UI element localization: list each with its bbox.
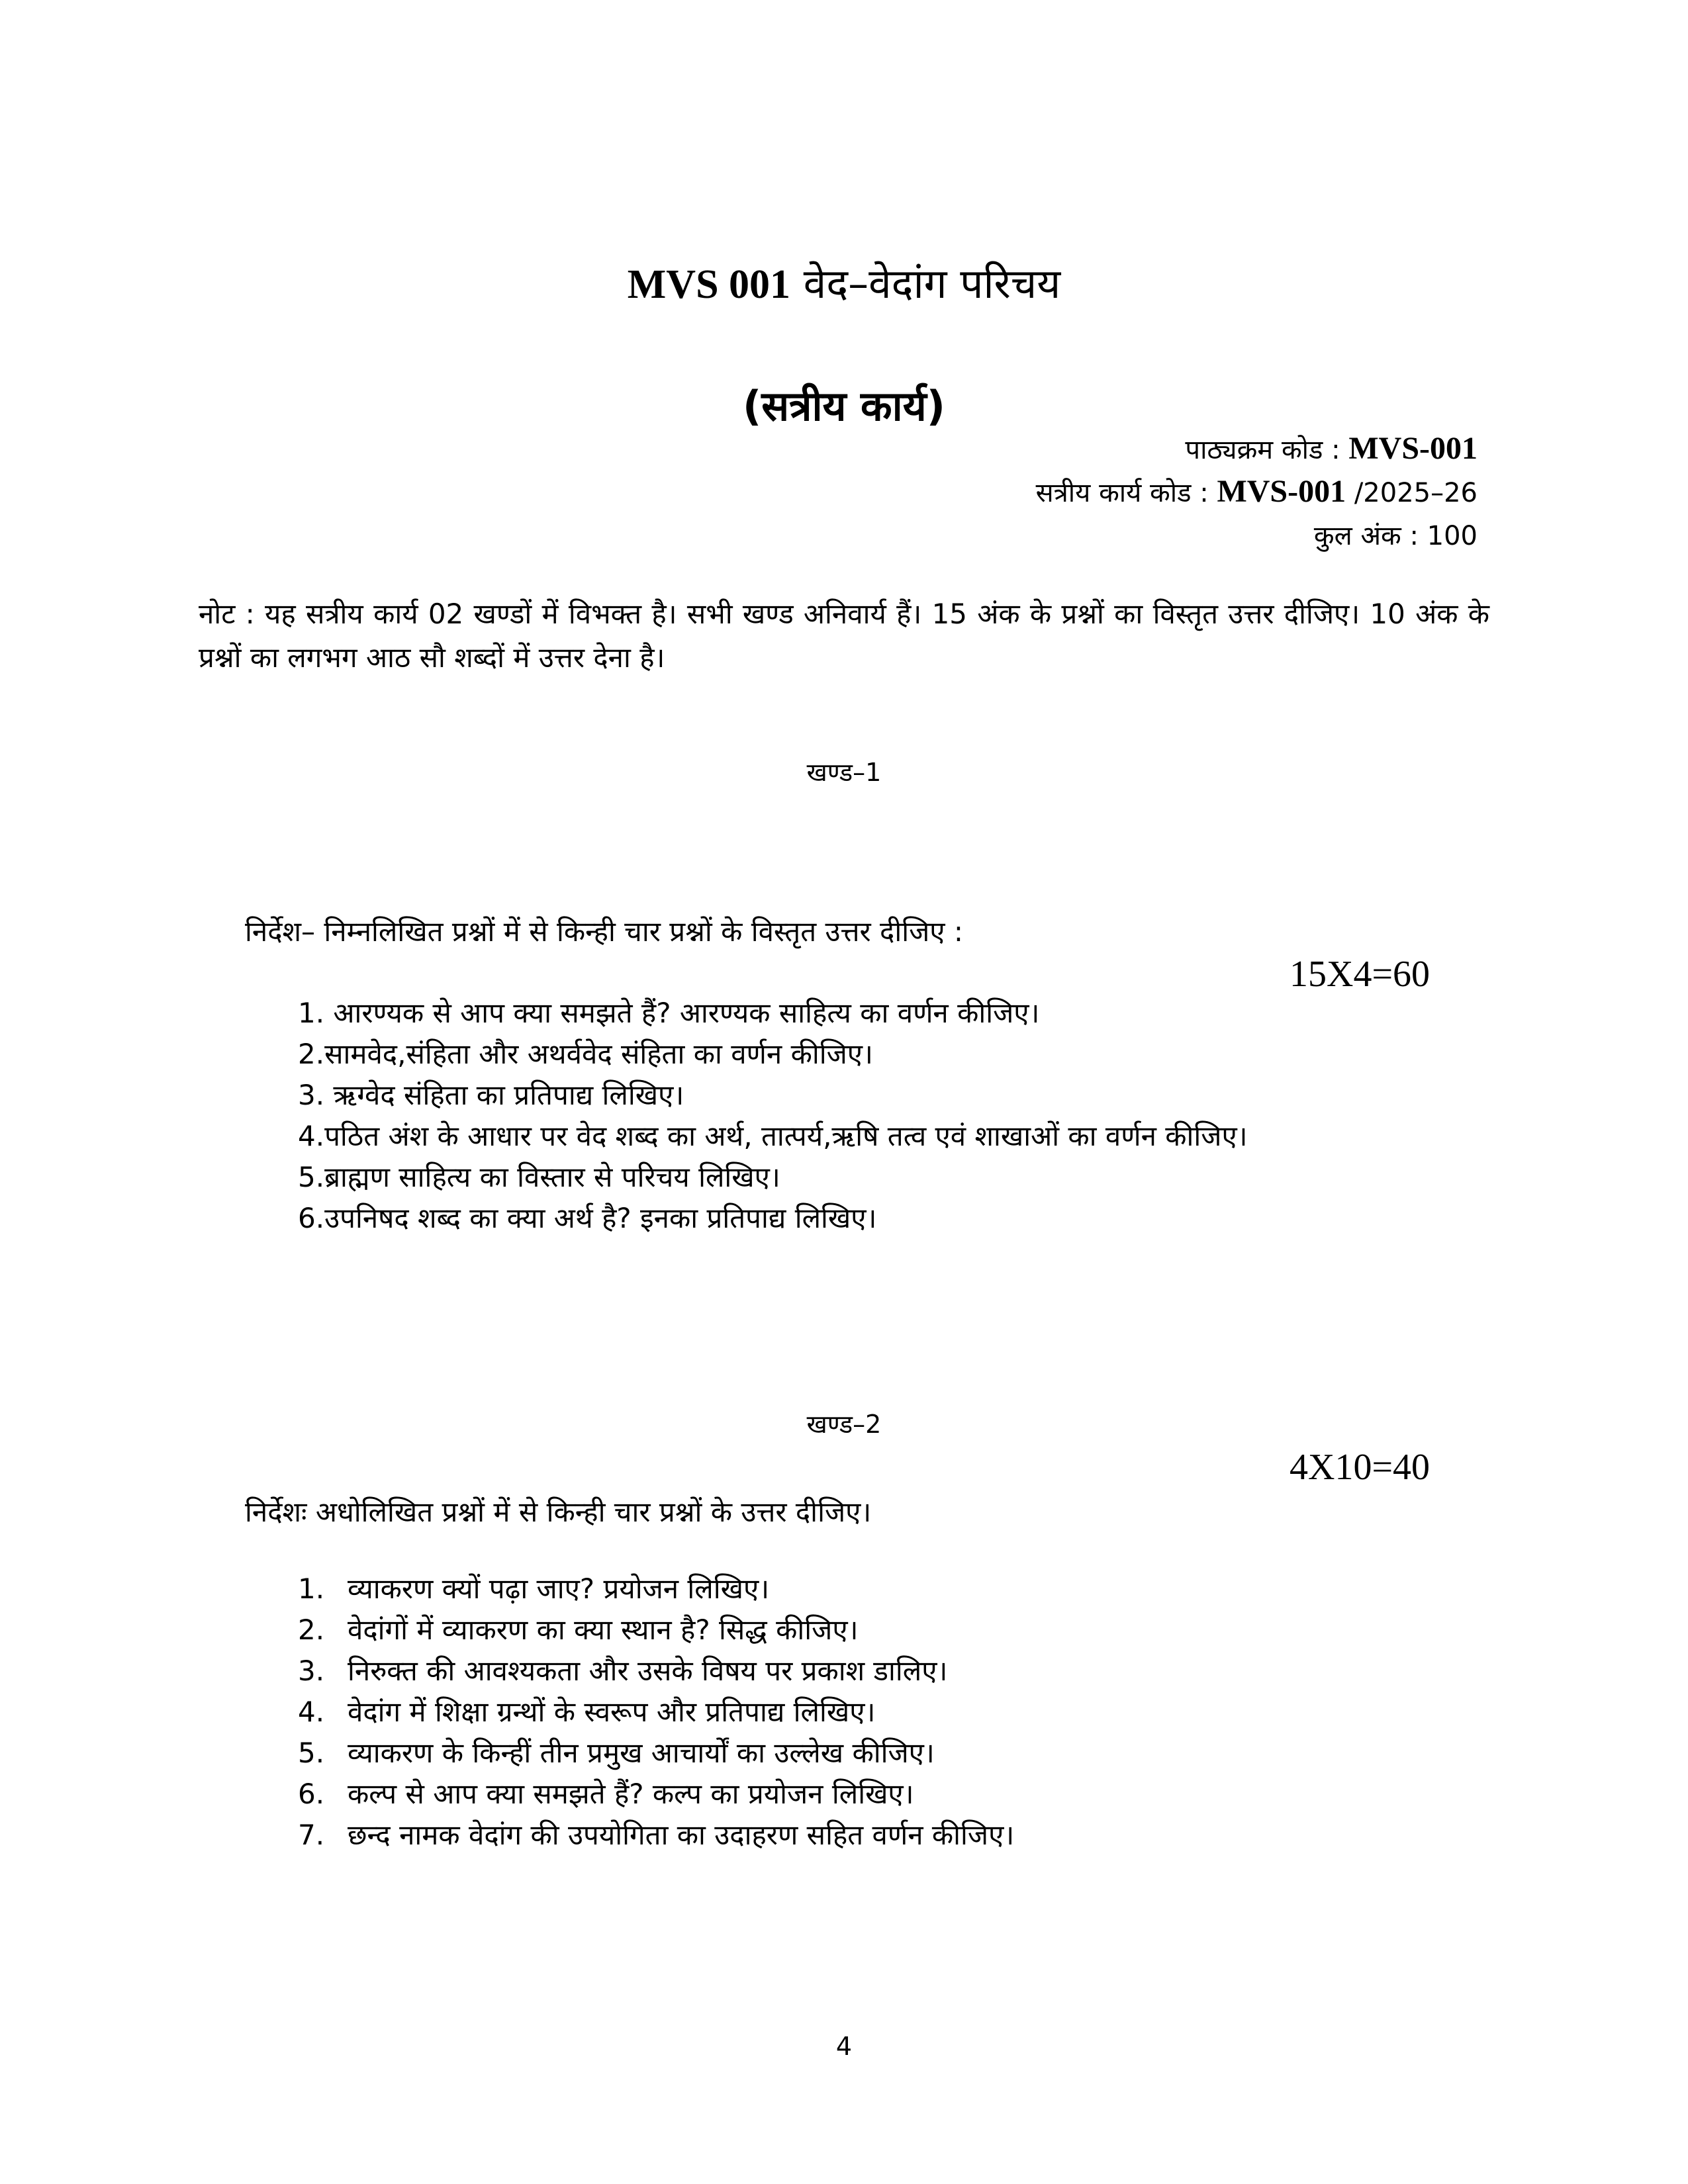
question-text: कल्प से आप क्या समझते हैं? कल्प का प्रयोजन लिखिए। xyxy=(348,1778,914,1810)
section-1-heading: खण्ड–1 xyxy=(806,758,882,787)
course-code-label: पाठ्यक्रम कोड : xyxy=(1185,435,1340,465)
question-text: छन्द नामक वेदांग की उपयोगिता का उदाहरण सहित वर्णन कीजिए। xyxy=(348,1819,1015,1851)
question-item xyxy=(298,1692,1014,1733)
course-code-line xyxy=(1185,430,1477,467)
question-item: 2.सामवेद,संहिता और अथर्ववेद संहिता का वर्णन कीजिए। xyxy=(298,1038,873,1070)
question-number: 1. xyxy=(298,1572,325,1605)
section-1-instruction: निर्देश– निम्नलिखित प्रश्नों में से किन्ही चार प्रश्नों के विस्तृत उत्तर दीजिए : xyxy=(245,915,964,948)
course-code-value: MVS-001 xyxy=(1348,431,1477,466)
assignment-label: (सत्रीय कार्य) xyxy=(742,382,946,430)
question-text: व्याकरण के किन्हीं तीन प्रमुख आचार्यों का उल्लेख कीजिए। xyxy=(348,1737,935,1769)
question-number: 2. xyxy=(298,1614,325,1646)
total-marks-value: 100 xyxy=(1427,521,1477,551)
assignment-code-value: MVS-001 xyxy=(1217,474,1346,509)
question-number: 4. xyxy=(298,1696,325,1728)
assignment-code-suffix: /2025–26 xyxy=(1354,478,1477,508)
question-text: निरुक्त की आवश्यकता और उसके विषय पर प्रकाश डालिए। xyxy=(348,1655,948,1687)
section-1-marks: 15X4=60 xyxy=(1289,954,1430,995)
section-2-question-list xyxy=(298,1569,1014,1856)
assignment-code-label: सत्रीय कार्य कोड : xyxy=(1035,478,1209,508)
question-item xyxy=(298,1651,1014,1692)
question-item xyxy=(298,1569,1014,1610)
question-item: 5.ब्राह्मण साहित्य का विस्तार से परिचय लिखिए। xyxy=(298,1161,780,1193)
question-item: 3. ऋग्वेद संहिता का प्रतिपाद्य लिखिए। xyxy=(298,1079,684,1111)
course-name: वेद–वेदांग परिचय xyxy=(803,259,1061,308)
section-2-heading: खण्ड–2 xyxy=(806,1410,882,1439)
page-number: 4 xyxy=(835,2032,853,2061)
question-item: 4.पठित अंश के आधार पर वेद शब्द का अर्थ, तात्पर्य,ऋषि तत्व एवं शाखाओं का वर्णन कीजिए। xyxy=(298,1120,1248,1152)
question-item xyxy=(298,1815,1014,1856)
section-2-instruction: निर्देशः अधोलिखित प्रश्नों में से किन्ही चार प्रश्नों के उत्तर दीजिए। xyxy=(245,1496,872,1528)
question-item xyxy=(298,1774,1014,1815)
question-number: 7. xyxy=(298,1819,325,1851)
section-1-question-list xyxy=(298,993,1248,1239)
question-item: 1. आरण्यक से आप क्या समझते हैं? आरण्यक साहित्य का वर्णन कीजिए। xyxy=(298,997,1040,1029)
question-item xyxy=(298,1733,1014,1774)
total-marks-label: कुल अंक : xyxy=(1313,521,1419,551)
question-item xyxy=(298,1610,1014,1651)
question-number: 3. xyxy=(298,1655,325,1687)
section-2-marks: 4X10=40 xyxy=(1289,1447,1430,1488)
assignment-code-line xyxy=(1036,473,1477,510)
question-item: 6.उपनिषद शब्द का क्या अर्थ है? इनका प्रतिपाद्य लिखिए। xyxy=(298,1202,877,1234)
question-text: वेदांग में शिक्षा ग्रन्थों के स्वरूप और प्रतिपाद्य लिखिए। xyxy=(348,1696,876,1728)
question-number: 5. xyxy=(298,1737,325,1769)
total-marks-line xyxy=(1314,516,1477,553)
question-text: व्याकरण क्यों पढ़ा जाए? प्रयोजन लिखिए। xyxy=(348,1572,770,1605)
page-title xyxy=(0,255,1688,310)
question-text: वेदांगों में व्याकरण का क्या स्थान है? सिद्ध कीजिए। xyxy=(348,1614,859,1646)
question-number: 6. xyxy=(298,1778,325,1810)
course-code-title: MVS 001 xyxy=(627,262,791,307)
note-paragraph: नोट : यह सत्रीय कार्य 02 खण्डों में विभक्त है। सभी खण्ड अनिवार्य हैं। 15 अंक के प्रश्नों का विस्तृत उत्तर दीजिए। 10 अंक के प्रश्नों का लगभग आठ सौ शब्दों में उत्तर देना है। xyxy=(199,598,1489,674)
